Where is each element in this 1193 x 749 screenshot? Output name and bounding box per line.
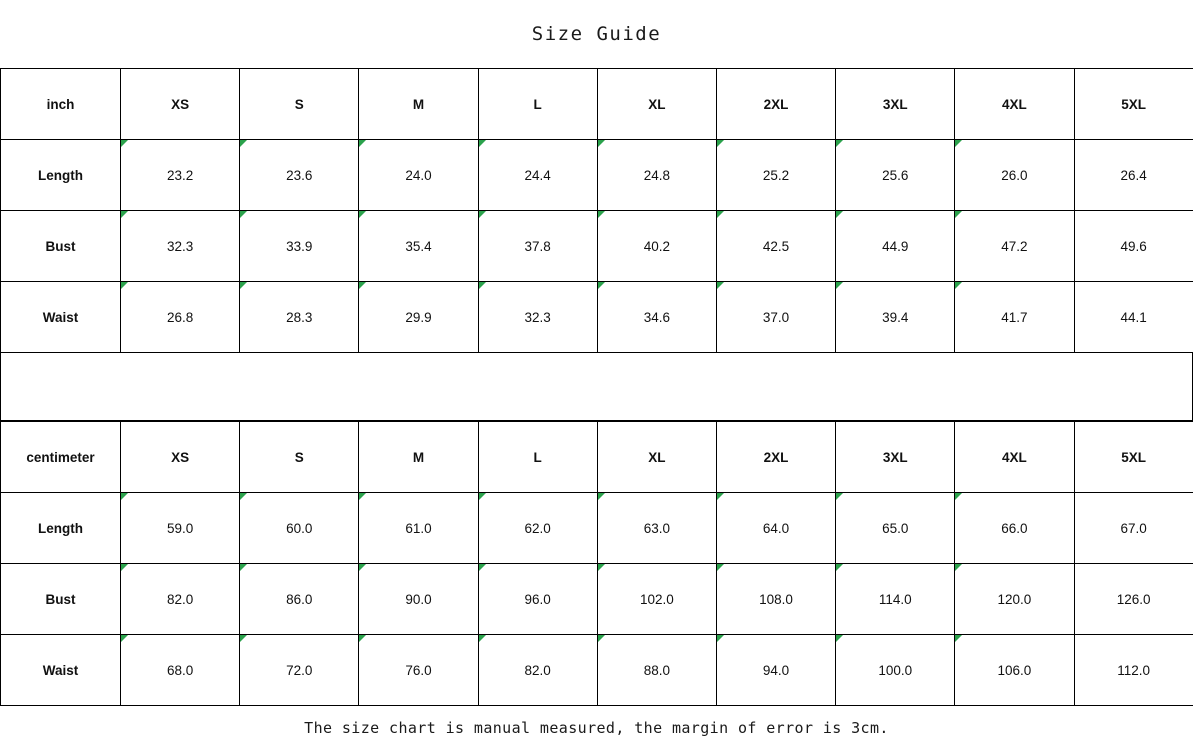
cell-length-3xl: 65.0 — [836, 493, 955, 564]
cell-length-s: 60.0 — [240, 493, 359, 564]
table-header-row — [1, 422, 1193, 493]
cell-length-2xl: 64.0 — [716, 493, 835, 564]
table-row — [1, 493, 1193, 564]
cell-bust-xs: 82.0 — [121, 564, 240, 635]
cell-length-s: 23.6 — [240, 140, 359, 211]
cell-length-3xl: 25.6 — [836, 140, 955, 211]
cell-waist-3xl: 100.0 — [836, 635, 955, 706]
cell-bust-s: 86.0 — [240, 564, 359, 635]
size-header-3xl: 3XL — [836, 69, 955, 140]
size-table-inch — [0, 68, 1193, 353]
cell-waist-s: 28.3 — [240, 282, 359, 353]
size-table-centimeter — [0, 421, 1193, 706]
size-header-4xl: 4XL — [955, 422, 1074, 493]
size-header-xl: XL — [597, 69, 716, 140]
cell-length-5xl: 26.4 — [1074, 140, 1193, 211]
cell-bust-s: 33.9 — [240, 211, 359, 282]
size-header-l: L — [478, 69, 597, 140]
size-header-m: M — [359, 69, 478, 140]
cell-bust-l: 37.8 — [478, 211, 597, 282]
row-label-length: Length — [1, 493, 121, 564]
cell-waist-5xl: 112.0 — [1074, 635, 1193, 706]
size-header-5xl: 5XL — [1074, 69, 1193, 140]
size-header-m: M — [359, 422, 478, 493]
row-label-bust: Bust — [1, 211, 121, 282]
size-header-xl: XL — [597, 422, 716, 493]
cell-length-4xl: 66.0 — [955, 493, 1074, 564]
size-header-2xl: 2XL — [716, 69, 835, 140]
cell-bust-4xl: 120.0 — [955, 564, 1074, 635]
cell-waist-l: 82.0 — [478, 635, 597, 706]
cell-waist-3xl: 39.4 — [836, 282, 955, 353]
cell-waist-xs: 26.8 — [121, 282, 240, 353]
size-header-xs: XS — [121, 422, 240, 493]
row-label-waist: Waist — [1, 635, 121, 706]
cell-length-l: 24.4 — [478, 140, 597, 211]
cell-length-xs: 23.2 — [121, 140, 240, 211]
cell-length-5xl: 67.0 — [1074, 493, 1193, 564]
size-header-4xl: 4XL — [955, 69, 1074, 140]
cell-waist-5xl: 44.1 — [1074, 282, 1193, 353]
cell-bust-xs: 32.3 — [121, 211, 240, 282]
size-header-2xl: 2XL — [716, 422, 835, 493]
cell-waist-2xl: 37.0 — [716, 282, 835, 353]
cell-length-2xl: 25.2 — [716, 140, 835, 211]
size-header-3xl: 3XL — [836, 422, 955, 493]
size-header-l: L — [478, 422, 597, 493]
table-row — [1, 211, 1193, 282]
size-header-s: S — [240, 69, 359, 140]
cell-length-xs: 59.0 — [121, 493, 240, 564]
cell-bust-2xl: 108.0 — [716, 564, 835, 635]
cell-length-xl: 63.0 — [597, 493, 716, 564]
cell-waist-s: 72.0 — [240, 635, 359, 706]
cell-waist-4xl: 106.0 — [955, 635, 1074, 706]
cell-waist-xs: 68.0 — [121, 635, 240, 706]
size-header-s: S — [240, 422, 359, 493]
cell-bust-3xl: 114.0 — [836, 564, 955, 635]
cell-bust-4xl: 47.2 — [955, 211, 1074, 282]
footer-note-text: The size chart is manual measured, the margin of error is 3cm. — [304, 718, 889, 737]
unit-label-inch: inch — [1, 69, 121, 140]
table-row — [1, 635, 1193, 706]
cell-length-m: 24.0 — [359, 140, 478, 211]
cell-length-4xl: 26.0 — [955, 140, 1074, 211]
cell-bust-xl: 40.2 — [597, 211, 716, 282]
cell-waist-l: 32.3 — [478, 282, 597, 353]
size-header-5xl: 5XL — [1074, 422, 1193, 493]
row-label-length: Length — [1, 140, 121, 211]
cell-waist-xl: 34.6 — [597, 282, 716, 353]
table-row — [1, 282, 1193, 353]
cell-bust-5xl: 49.6 — [1074, 211, 1193, 282]
cell-waist-2xl: 94.0 — [716, 635, 835, 706]
cell-bust-m: 90.0 — [359, 564, 478, 635]
table-separator-band — [0, 353, 1193, 421]
row-label-bust: Bust — [1, 564, 121, 635]
cell-length-m: 61.0 — [359, 493, 478, 564]
page-title-bar — [0, 0, 1193, 68]
unit-label-centimeter: centimeter — [1, 422, 121, 493]
page-title: Size Guide — [531, 23, 662, 45]
table-row — [1, 564, 1193, 635]
row-label-waist: Waist — [1, 282, 121, 353]
cell-bust-2xl: 42.5 — [716, 211, 835, 282]
cell-waist-m: 29.9 — [359, 282, 478, 353]
cell-length-l: 62.0 — [478, 493, 597, 564]
cell-waist-xl: 88.0 — [597, 635, 716, 706]
cell-bust-3xl: 44.9 — [836, 211, 955, 282]
size-header-xs: XS — [121, 69, 240, 140]
cell-length-xl: 24.8 — [597, 140, 716, 211]
cell-bust-m: 35.4 — [359, 211, 478, 282]
cell-waist-4xl: 41.7 — [955, 282, 1074, 353]
cell-bust-5xl: 126.0 — [1074, 564, 1193, 635]
cell-waist-m: 76.0 — [359, 635, 478, 706]
cell-bust-xl: 102.0 — [597, 564, 716, 635]
table-header-row — [1, 69, 1193, 140]
table-row — [1, 140, 1193, 211]
footer-note — [0, 706, 1193, 749]
cell-bust-l: 96.0 — [478, 564, 597, 635]
